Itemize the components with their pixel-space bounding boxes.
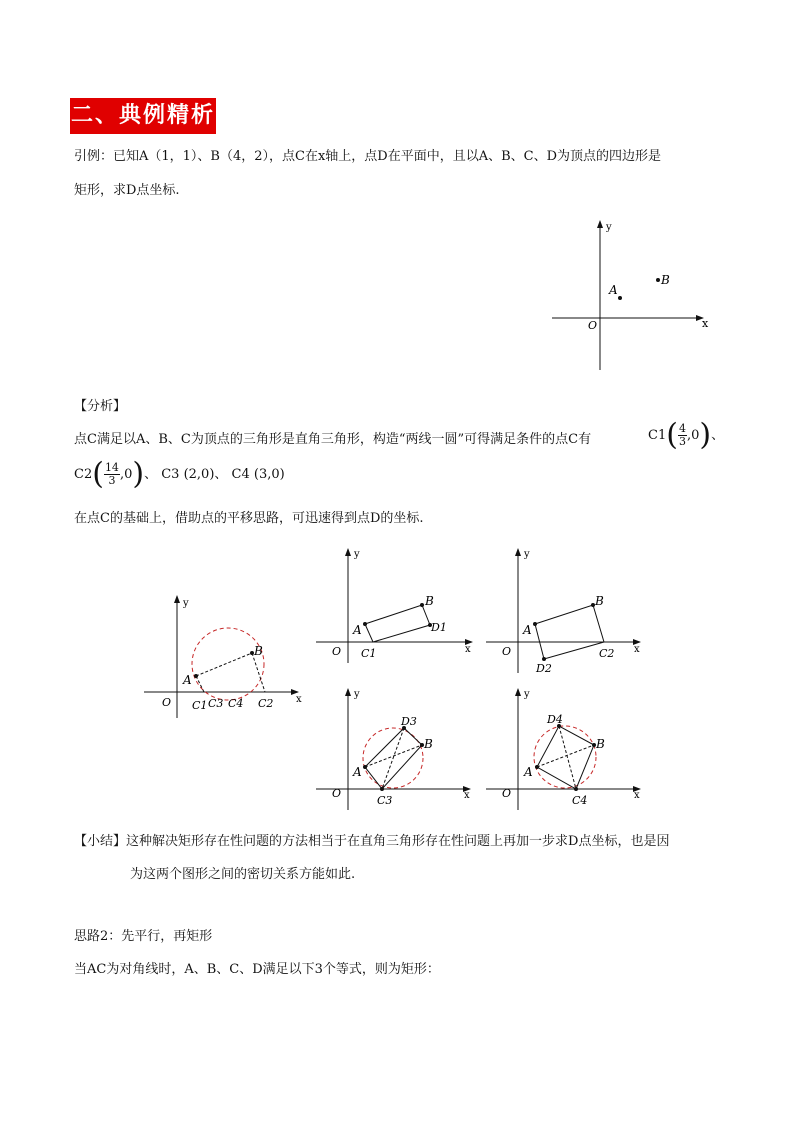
intro-figure bbox=[548, 215, 718, 375]
svg-text:D3: D3 bbox=[401, 715, 417, 728]
c4-coordinate: C4 (3,0) bbox=[231, 467, 285, 482]
svg-text:D4: D4 bbox=[547, 713, 563, 726]
svg-text:C2: C2 bbox=[599, 647, 615, 660]
point-a bbox=[618, 296, 622, 300]
svg-text:y: y bbox=[524, 549, 530, 560]
svg-text:x: x bbox=[634, 644, 640, 655]
svg-text:C2: C2 bbox=[258, 697, 274, 710]
summary-line-2: 为这两个图形之间的密切关系方能如此. bbox=[130, 867, 356, 882]
analysis-line-1: 点C满足以A、B、C为顶点的三角形是直角三角形，构造“两线一圆”可得满足条件的点C有 bbox=[74, 432, 592, 447]
svg-text:y: y bbox=[354, 549, 360, 560]
svg-text:B: B bbox=[595, 594, 604, 608]
x-axis-label: x bbox=[702, 317, 709, 330]
svg-text:C1: C1 bbox=[361, 647, 377, 660]
summary-label: 【小结】 bbox=[74, 834, 127, 849]
section-heading: 二、典例精析 bbox=[70, 98, 216, 134]
rect-figure-c2 bbox=[482, 545, 652, 675]
svg-text:x: x bbox=[634, 790, 640, 801]
svg-text:A: A bbox=[524, 765, 533, 779]
c3-coordinate: C3 (2,0) bbox=[161, 467, 215, 482]
svg-text:y: y bbox=[524, 689, 530, 700]
svg-text:x: x bbox=[465, 644, 471, 655]
c2-fraction: $\frac{14}{3}$ bbox=[104, 461, 119, 487]
summary-line-1 bbox=[74, 833, 669, 851]
summary-text-1: 这种解决矩形存在性问题的方法相当于在直角三角形存在性问题上再加一步求D点坐标，也是因 bbox=[126, 834, 670, 849]
svg-text:O: O bbox=[332, 787, 342, 800]
svg-text:C3: C3 bbox=[377, 794, 393, 807]
svg-text:B: B bbox=[254, 644, 263, 658]
svg-text:O: O bbox=[502, 787, 512, 800]
approach2-title: 思路2：先平行，再矩形 bbox=[74, 929, 213, 944]
rect-figure-c1 bbox=[312, 545, 482, 665]
circle-figure bbox=[140, 590, 310, 720]
svg-text:C4: C4 bbox=[228, 697, 244, 710]
origin-label: O bbox=[588, 319, 598, 332]
svg-text:A: A bbox=[183, 673, 192, 687]
svg-text:A: A bbox=[523, 623, 532, 637]
svg-text:y: y bbox=[354, 689, 360, 700]
example-line-2: 矩形，求D点坐标. bbox=[74, 183, 180, 198]
svg-text:x: x bbox=[464, 790, 470, 801]
point-b-label: B bbox=[661, 273, 670, 287]
c1-tail: ,0 bbox=[686, 428, 700, 443]
svg-text:B: B bbox=[424, 737, 433, 751]
y-axis-label: y bbox=[606, 222, 612, 233]
rect-figure-c3 bbox=[312, 685, 482, 810]
c2-tail: ,0 bbox=[119, 467, 133, 482]
separator: 、 bbox=[711, 428, 725, 443]
c1-fraction: $\frac{4}{3}$ bbox=[678, 422, 686, 448]
c1-coordinate: C1( $\frac{4}{3}$ ,0)、 bbox=[648, 417, 725, 453]
analysis-line-2: C2( $\frac{14}{3}$ ,0)、 C3 (2,0)、 C4 (3,0) bbox=[74, 456, 285, 492]
circle-dashed bbox=[192, 628, 264, 700]
point-b bbox=[656, 278, 660, 282]
rect-figure-c4 bbox=[482, 685, 652, 810]
svg-text:y: y bbox=[183, 598, 189, 609]
svg-text:A: A bbox=[353, 623, 362, 637]
c2-name: C2 bbox=[74, 467, 93, 482]
c1-name: C1 bbox=[648, 428, 667, 443]
svg-text:B: B bbox=[596, 737, 605, 751]
approach2-line: 当AC为对角线时，A、B、C、D满足以下3个等式，则为矩形： bbox=[74, 962, 440, 977]
svg-text:D2: D2 bbox=[536, 662, 552, 675]
svg-text:O: O bbox=[162, 696, 172, 709]
svg-text:C1: C1 bbox=[192, 699, 208, 712]
svg-text:O: O bbox=[502, 645, 512, 658]
analysis-line-3: 在点C的基础上，借助点的平移思路，可迅速得到点D的坐标. bbox=[74, 511, 424, 526]
svg-text:A: A bbox=[353, 765, 362, 779]
svg-text:C3: C3 bbox=[208, 697, 224, 710]
svg-text:B: B bbox=[425, 594, 434, 608]
analysis-label: 【分析】 bbox=[74, 399, 127, 414]
example-line-1: 引例：已知A（1，1）、B（4，2），点C在x轴上，点D在平面中，且以A、B、C、D为顶点的四边形是 bbox=[74, 149, 662, 164]
point-a-label: A bbox=[609, 283, 618, 297]
svg-text:D1: D1 bbox=[431, 621, 447, 634]
svg-text:O: O bbox=[332, 645, 342, 658]
svg-text:x: x bbox=[296, 694, 302, 705]
svg-text:C4: C4 bbox=[572, 794, 588, 807]
